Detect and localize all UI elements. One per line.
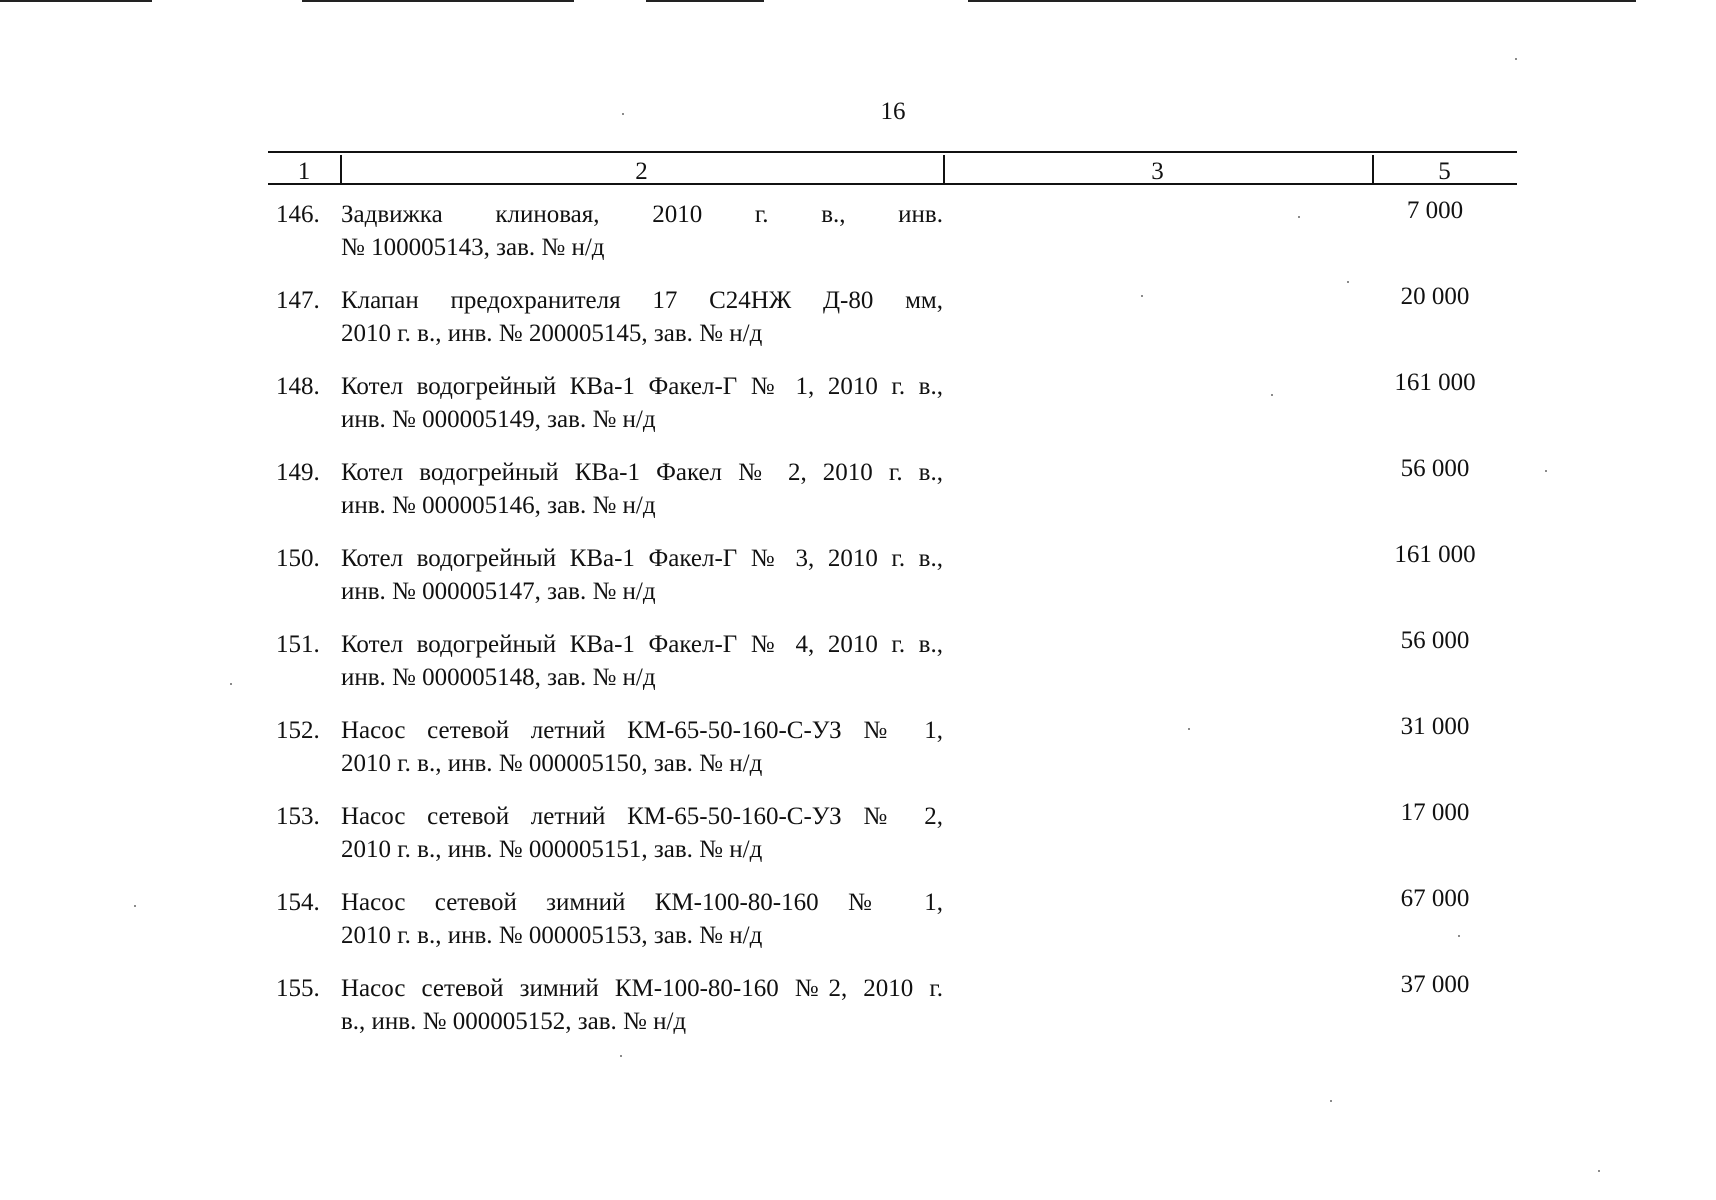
- scan-edge-line: [302, 0, 574, 2]
- table-row: [268, 628, 1517, 714]
- scan-edge-line: [646, 0, 764, 2]
- description-line: инв. № 000005147, зав. № н/д: [341, 578, 656, 605]
- row-value: 31 000: [1400, 713, 1470, 740]
- row-description: [341, 542, 943, 608]
- row-number: 153.: [276, 803, 320, 830]
- page-number: 16: [880, 98, 906, 125]
- description-line: 2010 г. в., инв. № 000005150, зав. № н/д: [341, 750, 763, 777]
- table-row: [268, 972, 1517, 1058]
- row-number: 152.: [276, 717, 320, 744]
- row-description: [341, 456, 943, 522]
- table-row: [268, 198, 1517, 284]
- table-header-row: [268, 151, 1517, 185]
- description-line: в., инв. № 000005152, зав. № н/д: [341, 1008, 687, 1035]
- scan-speck: [134, 905, 136, 907]
- description-line: Насос сетевой летний КМ-65-50-160-С-УЗ № 1,: [341, 717, 943, 744]
- scan-speck: [230, 683, 232, 685]
- description-line: Клапан предохранителя 17 С24НЖ Д-80 мм,: [341, 287, 943, 314]
- scan-edge-line: [0, 0, 152, 2]
- row-number: 150.: [276, 545, 320, 572]
- row-description: [341, 628, 943, 694]
- description-line: Насос сетевой летний КМ-65-50-160-С-УЗ № 2,: [341, 803, 943, 830]
- row-number: 146.: [276, 201, 320, 228]
- table-row: [268, 714, 1517, 800]
- row-description: [341, 886, 943, 952]
- header-col-2: 2: [635, 158, 648, 185]
- description-line: инв. № 000005148, зав. № н/д: [341, 664, 656, 691]
- description-line: Насос сетевой зимний КМ-100-80-160 №2, 2010 г.: [341, 975, 943, 1002]
- row-value: 37 000: [1400, 971, 1470, 998]
- row-description: [341, 284, 943, 350]
- description-line: 2010 г. в., инв. № 200005145, зав. № н/д: [341, 320, 763, 347]
- table-row: [268, 370, 1517, 456]
- table-row: [268, 542, 1517, 628]
- scan-speck: [1515, 58, 1517, 60]
- row-description: [341, 714, 943, 780]
- header-col-1: 1: [297, 158, 311, 185]
- inventory-table-body: [268, 198, 1517, 1058]
- description-line: № 100005143, зав. № н/д: [341, 234, 605, 261]
- scan-edge-line: [968, 0, 1636, 2]
- header-col-5: 5: [1438, 158, 1451, 185]
- row-description: [341, 800, 943, 866]
- description-line: Котел водогрейный КВа-1 Факел-Г № 4, 2010 г. в.,: [341, 631, 943, 658]
- description-line: Насос сетевой зимний КМ-100-80-160 № 1,: [341, 889, 943, 916]
- scan-speck: [1545, 470, 1547, 472]
- description-line: Котел водогрейный КВа-1 Факел-Г № 1, 2010 г. в.,: [341, 373, 943, 400]
- header-col-3: 3: [1151, 158, 1164, 185]
- description-line: 2010 г. в., инв. № 000005153, зав. № н/д: [341, 922, 763, 949]
- table-row: [268, 284, 1517, 370]
- row-value: 56 000: [1400, 455, 1470, 482]
- scan-speck: [1598, 1170, 1600, 1172]
- description-line: Котел водогрейный КВа-1 Факел № 2, 2010 г. в.,: [341, 459, 943, 486]
- description-line: инв. № 000005146, зав. № н/д: [341, 492, 656, 519]
- row-number: 147.: [276, 287, 320, 314]
- row-number: 148.: [276, 373, 320, 400]
- row-description: [341, 198, 943, 264]
- description-line: Котел водогрейный КВа-1 Факел-Г № 3, 2010 г. в.,: [341, 545, 943, 572]
- scan-speck: [1330, 1100, 1332, 1102]
- row-value: 161 000: [1394, 541, 1476, 568]
- description-line: Задвижка клиновая, 2010 г. в., инв.: [341, 201, 943, 228]
- row-value: 161 000: [1394, 369, 1476, 396]
- description-line: 2010 г. в., инв. № 000005151, зав. № н/д: [341, 836, 763, 863]
- row-number: 149.: [276, 459, 320, 486]
- row-value: 20 000: [1400, 283, 1470, 310]
- row-number: 154.: [276, 889, 320, 916]
- row-description: [341, 370, 943, 436]
- table-row: [268, 456, 1517, 542]
- table-row: [268, 886, 1517, 972]
- row-number: 155.: [276, 975, 320, 1002]
- row-value: 56 000: [1400, 627, 1470, 654]
- row-value: 67 000: [1400, 885, 1470, 912]
- row-value: 7 000: [1406, 197, 1464, 224]
- description-line: инв. № 000005149, зав. № н/д: [341, 406, 656, 433]
- row-value: 17 000: [1400, 799, 1470, 826]
- row-description: [341, 972, 943, 1038]
- row-number: 151.: [276, 631, 320, 658]
- table-row: [268, 800, 1517, 886]
